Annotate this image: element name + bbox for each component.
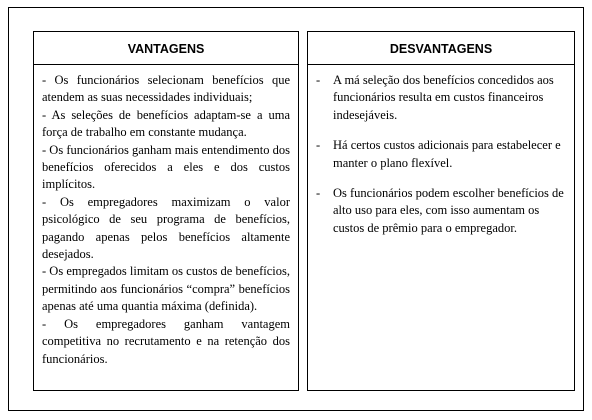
desvantagens-panel: [307, 31, 575, 391]
vantagens-item: - Os empregadores ganham vantagem competitiva no recrutamento e na retenção dos funcionários.: [42, 316, 290, 366]
dash-bullet: -: [316, 186, 321, 201]
vantagens-item: - Os funcionários ganham mais entendimento dos benefícios oferecidos a eles e dos custos implícitos.: [42, 142, 290, 192]
vantagens-item: - Os funcionários selecionam benefícios que atendem as suas necessidades individuais;: [42, 73, 290, 105]
vantagens-item: - As seleções de benefícios adaptam-se a uma força de trabalho em constante mudança.: [42, 107, 290, 140]
desvantagens-divider: [308, 64, 574, 65]
vantagens-panel: [33, 31, 299, 391]
desvantagens-title: DESVANTAGENS: [389, 42, 493, 56]
vantagens-item: - Os empregados limitam os custos de benefícios, permitindo aos funcionários “compra” benefícios apenas até uma quantia máxima (definida).: [42, 264, 290, 314]
desvantagens-item: [316, 72, 566, 124]
vantagens-item: - Os empregadores maximizam o valor psicológico de seu programa de benefícios, pagando apenas pelos benefícios altamente desejados.: [42, 194, 290, 262]
figure-frame: [8, 7, 584, 411]
vantagens-title: VANTAGENS: [127, 42, 205, 56]
desvantagens-item-text: A má seleção dos benefícios concedidos aos funcionários resulta em custos financeiros indesejáveis.: [333, 73, 554, 122]
desvantagens-item-text: Há certos custos adicionais para estabelecer e manter o plano flexível.: [333, 138, 561, 170]
dash-bullet: -: [316, 73, 321, 87]
desvantagens-item: [316, 185, 566, 237]
dash-bullet: -: [316, 138, 321, 153]
vantagens-list: [42, 72, 290, 368]
desvantagens-item-text: Os funcionários podem escolher benefícios de alto uso para eles, com isso aumentam os custos de prêmio para o empregador.: [333, 186, 564, 235]
desvantagens-list: [316, 72, 566, 250]
vantagens-divider: [34, 64, 298, 65]
desvantagens-item: [316, 137, 566, 172]
